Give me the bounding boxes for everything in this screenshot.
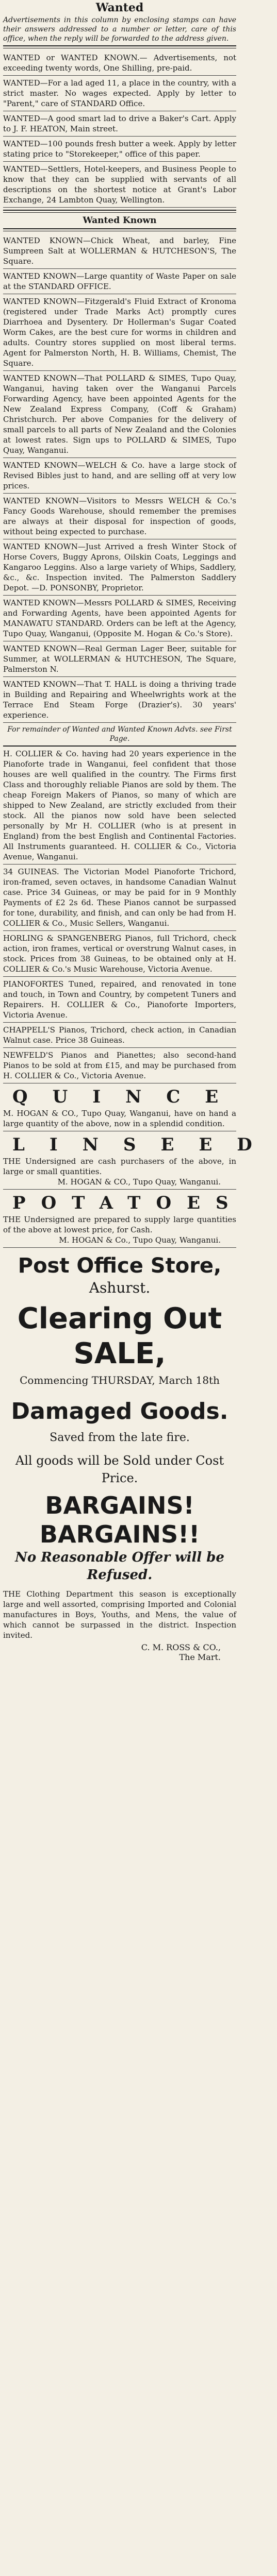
- potatoes-ad: [3, 1190, 244, 1248]
- ad-item: WANTED or WANTED KNOWN.— Advertisements, not exceeding twenty words, One Shilling, pre-paid.: [3, 50, 236, 76]
- store-sold: All goods will be Sold under Cost Price.: [15, 1453, 224, 1485]
- ad-item: WANTED KNOWN—Chick Wheat, and barley, Fine Sumpreen Salt at WOLLERMAN & HUTCHESON'S, The Square.: [3, 233, 236, 269]
- ad-item: 34 GUINEAS. The Victorian Model Pianoforte Trichord, iron-framed, seven octaves, in handsome Canadian Walnut case. Price 34 Guineas, or may be paid for in 9 Monthly Payments of £2 2s 6d. These Pianos cannot be surpassed for tone, durability, and finish, and can only be had from H. COLLIER & Co., Music Sellers, Wanganui.: [3, 865, 236, 931]
- store-signature-2: The Mart.: [179, 1652, 221, 1662]
- store-damaged: Damaged Goods.: [11, 1398, 229, 1425]
- store-bargains-2: BARGAINS!!: [39, 1520, 200, 1548]
- store-signature-1: C. M. ROSS & CO.,: [141, 1642, 221, 1652]
- ad-item: WANTED KNOWN—Visitors to Messrs WELCH & Co.'s Fancy Goods Warehouse, should remember the premises are always at their disposal for inspection of goods, without being expected to purchase.: [3, 494, 236, 539]
- linseed-ad: [3, 1131, 277, 1190]
- store-sale: SALE,: [73, 1337, 166, 1370]
- ad-item: WANTED—For a lad aged 11, a place in the country, with a strict master. No wages expected. Apply by letter to "Parent," care of STANDARD Office.: [3, 76, 236, 111]
- linseed-signature: M. HOGAN & CO., Tupo Quay, Wanganui.: [57, 1177, 221, 1187]
- piano-ads: [3, 747, 236, 1083]
- quince-ad: [3, 1083, 243, 1131]
- ad-item: WANTED KNOWN—That POLLARD & SIMES, Tupo Quay, Wanganui, having taken over the Wanganui Parcels Forwarding Agency, have been appointed Agents for the New Zealand Express Company, (Coff & Graham) Christchurch. Per above Companies for the delivery of small parcels to all parts of New Zealand and the Colonies at lowest rates. Sign ups to POLLARD & SIMES, Tupo Quay, Wanganui.: [3, 371, 236, 458]
- wanted-intro: Advertisements in this column by enclosing stamps can have their answers addressed to a number or letter, care of this office, when the reply will be forwarded to the address given.: [3, 16, 236, 43]
- rule: [3, 228, 236, 231]
- ad-item: WANTED KNOWN—Messrs POLLARD & SIMES, Receiving and Forwarding Agents, have been appointed Agents for MANAWATU STANDARD. Orders can be left at the Agency, Tupo Quay, Wanganui, (Opposite M. Hogan & Co.'s Store).: [3, 596, 236, 641]
- wanted-known-header: Wanted Known: [83, 215, 157, 226]
- rule: [3, 210, 236, 213]
- ad-item: WANTED—100 pounds fresh butter a week. Apply by letter stating price to "Storekeeper," office of this paper.: [3, 137, 236, 162]
- ad-item: HORLING & SPANGENBERG Pianos, full Trichord, check action, iron frames, vertical or overstrung Walnut cases, in stock. Prices from 38 Guineas, to be obtained only at H. COLLIER & Co.'s Music Warehouse, Victoria Avenue.: [3, 931, 236, 977]
- ad-item: WANTED KNOWN—Real German Lager Beer, suitable for Summer, at WOLLERMAN & HUTCHESON, The Square, Palmerston N.: [3, 641, 236, 677]
- ad-item: PIANOFORTES Tuned, repaired, and renovated in tone and touch, in Town and Country, by competent Tuners and Repairers. H. COLLIER & Co., Pianoforte Importers, Victoria Avenue.: [3, 977, 236, 1023]
- potatoes-body: THE Undersigned are prepared to supply large quantities of the above at lowest price, for Cash.: [3, 1215, 236, 1234]
- ad-item: WANTED KNOWN—Large quantity of Waste Paper on sale at the STANDARD OFFICE.: [3, 269, 236, 294]
- ad-item: WANTED KNOWN—Fitzgerald's Fluid Extract of Kronoma (registered under Trade Marks Act) promptly cures Diarrhoea and Dysentery. Dr Hollerman's Sugar Coated Worm Cakes, are the best cure for worms in children and adults. Country stores supplied on most liberal terms. Agent for Palmerston North, H. B. Williams, Chemist, The Square.: [3, 294, 236, 371]
- store-refused: No Reasonable Offer will be Refused.: [15, 1550, 224, 1583]
- ad-item: WANTED—A good smart lad to drive a Baker's Cart. Apply to J. F. HEATON, Main street.: [3, 111, 236, 137]
- ad-item: WANTED KNOWN—That T. HALL is doing a thriving trade in Building and Repairing and Wheelwrights work at the Terrace End Steam Forge (Drazier's). 30 years' experience.: [3, 677, 236, 723]
- ad-item: H. COLLIER & Co. having had 20 years experience in the Pianoforte trade in Wanganui, feel confident that those houses are well qualified in the country. The Firms first Class and thoroughly reliable Pianos are sold by them. The cheap Foreign Makers of Pianos, so many of which are shipped to New Zealand, are strictly excluded from their stock. All the pianos now sold have been selected personally by Mr H. COLLIER (who is at present in England) from the best English and Continental Factories. All Instruments guaranteed. H. COLLIER & Co., Victoria Avenue, Wanganui.: [3, 747, 236, 865]
- store-location: Ashurst.: [89, 1279, 151, 1296]
- wanted-ads: [3, 50, 236, 208]
- ad-item: NEWFELD'S Pianos and Pianettes; also second-hand Pianos to be sold at from £15, and may be purchased from H. COLLIER & Co., Victoria Avenue.: [3, 1048, 236, 1083]
- store-commencing: Commencing THURSDAY, March 18th: [20, 1374, 220, 1386]
- store-bargains-1: BARGAINS!: [45, 1492, 194, 1519]
- wanted-known-ads: [3, 233, 236, 723]
- quince-body: M. HOGAN & CO., Tupo Quay, Wanganui, have on hand a large quantity of the above, now in a splendid condition.: [3, 1109, 236, 1128]
- store-ad: [3, 1248, 236, 1662]
- store-clearing: Clearing Out: [17, 1302, 222, 1335]
- potatoes-title: POTATOES: [12, 1193, 244, 1213]
- quince-title: QUINCE: [12, 1087, 243, 1107]
- rule: [3, 45, 236, 48]
- ad-item: WANTED—Settlers, Hotel-keepers, and Business People to know that they can be supplied with servants of all descriptions on the shortest notice at Grant's Labor Exchange, 24 Lambton Quay, Wellington.: [3, 162, 236, 208]
- ad-item: CHAPPELL'S Pianos, Trichord, check action, in Canadian Walnut case. Price 38 Guineas.: [3, 1023, 236, 1048]
- ad-item: WANTED KNOWN—Just Arrived a fresh Winter Stock of Horse Covers, Buggy Aprons, Oilskin Coats, Leggings and Kangaroo Leggins. Also a large variety of Whips, Saddlery, &c., &c. Inspection invited. The Palmerston Saddlery Depot. —D. PONSONBY, Proprietor.: [3, 539, 236, 596]
- wanted-header: Wanted: [95, 1, 144, 14]
- store-body: THE Clothing Department this season is exceptionally large and well assorted, comprising Imported and Colonial manufactures in Boys, Youths, and Mens, the value of which cannot be surpassed in the district. Inspection invited.: [3, 1589, 236, 1640]
- ads-note: For remainder of Wanted and Wanted Known Advts. see First Page.: [3, 723, 236, 747]
- potatoes-signature: M. HOGAN & Co., Tupo Quay, Wanganui.: [59, 1235, 221, 1245]
- store-title: Post Office Store,: [18, 1254, 222, 1278]
- ad-item: WANTED KNOWN—WELCH & Co. have a large stock of Revised Bibles just to hand, and are selling off at very low prices.: [3, 458, 236, 494]
- newspaper-page: [3, 0, 277, 2576]
- linseed-title: LINSEED: [12, 1134, 277, 1155]
- linseed-body: THE Undersigned are cash purchasers of the above, in large or small quantities.: [3, 1157, 236, 1176]
- store-saved: Saved from the late fire.: [50, 1431, 190, 1444]
